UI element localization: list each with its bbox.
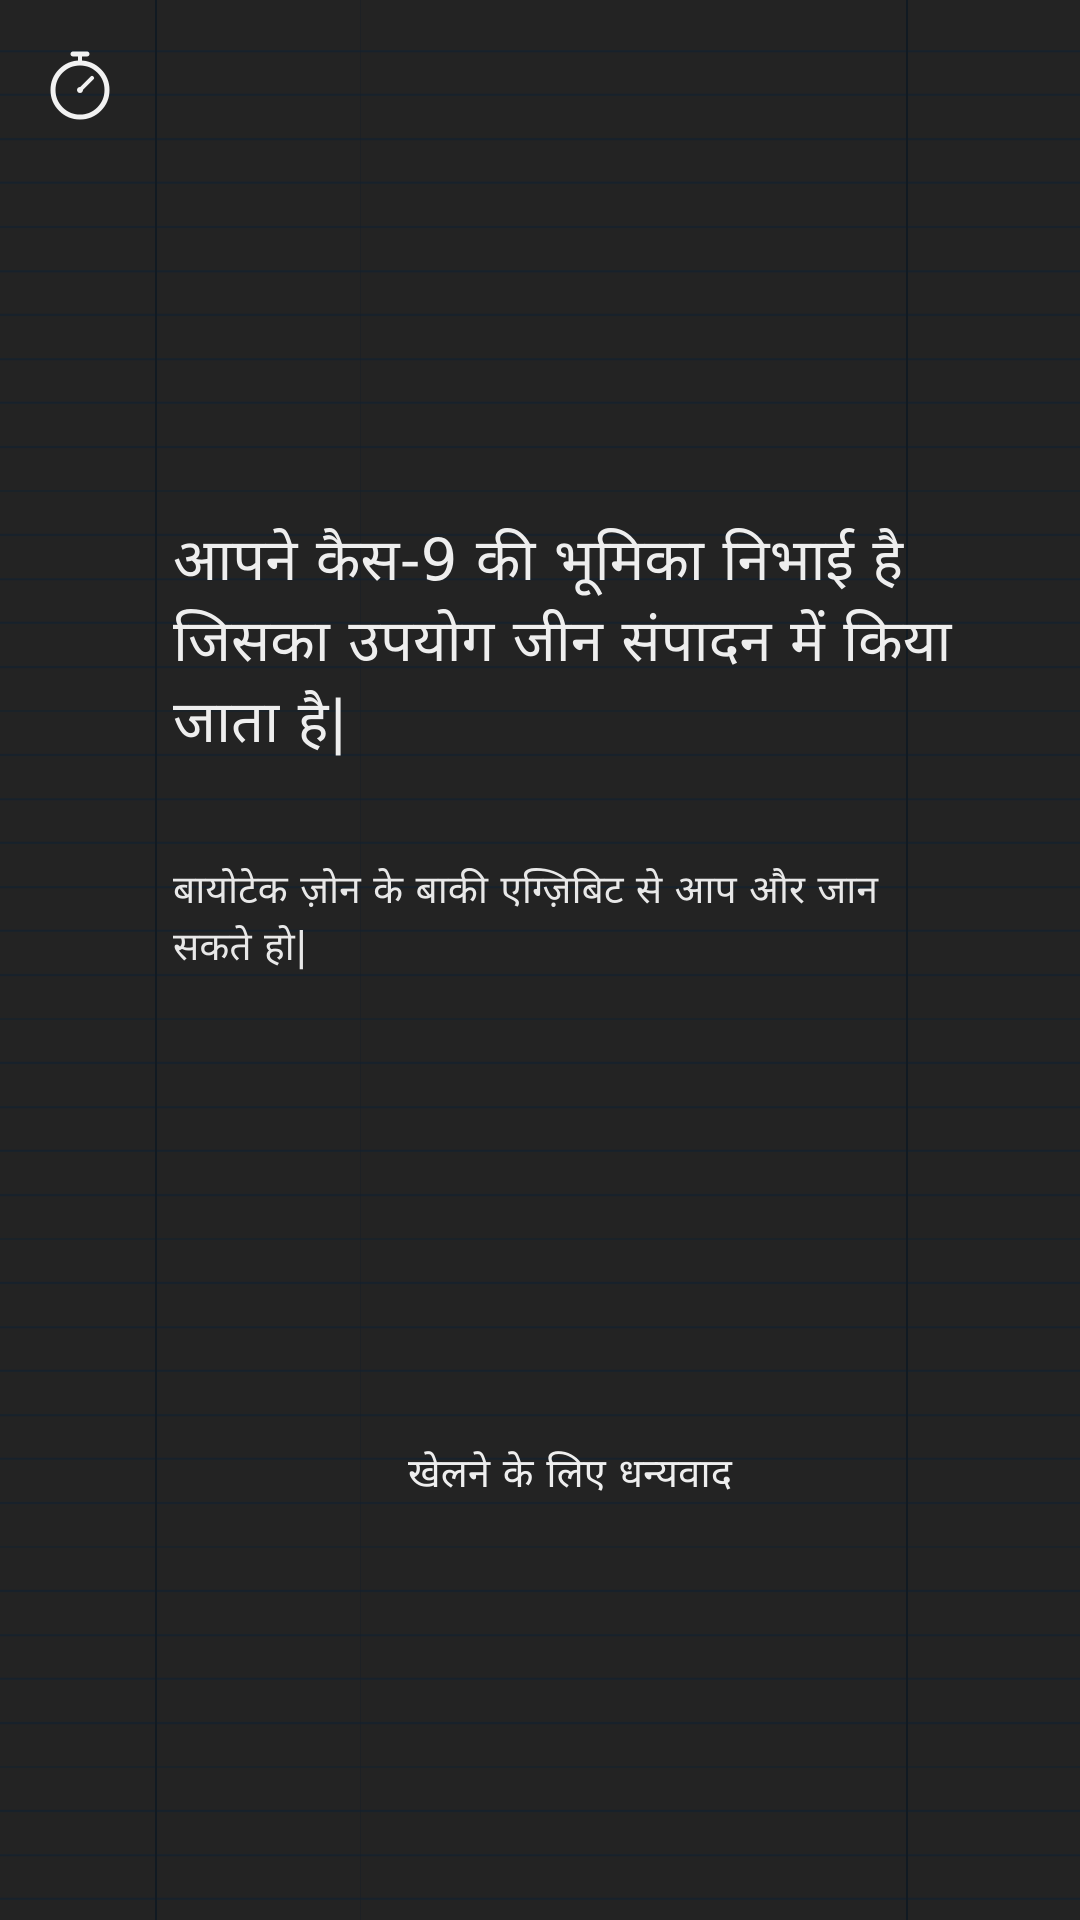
thanks-for-playing-text: खेलने के लिए धन्यवाद: [408, 1451, 732, 1497]
left-margin-line: [155, 0, 157, 1920]
result-headline: आपने कैस-9 की भूमिका निभाई है जिसका उपयोग जीन संपादन में किया जाता है|: [173, 526, 952, 756]
explore-more-text: बायोटेक ज़ोन के बाकी एग्ज़िबिट से आप और जान सकते हो|: [173, 868, 879, 970]
stopwatch-icon[interactable]: [48, 48, 112, 120]
